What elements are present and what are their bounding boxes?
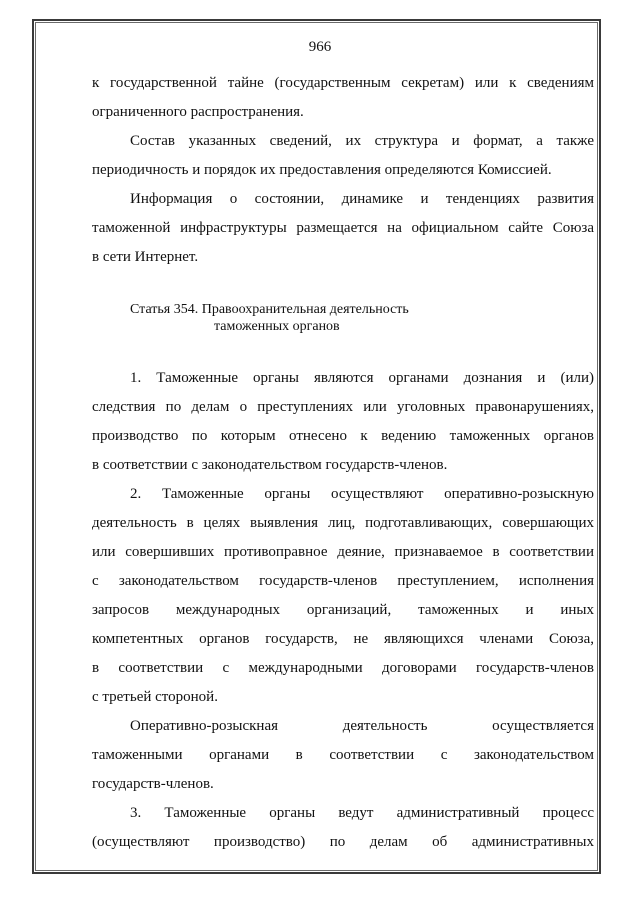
- text-line: таможенными органами в соответствии с законодательством: [92, 747, 594, 763]
- text-line: в соответствии с международными договорами государств-членов: [92, 660, 594, 676]
- paragraph: [92, 799, 594, 857]
- article-heading: [92, 301, 594, 335]
- paragraph: [92, 712, 594, 799]
- page-number: 966: [308, 39, 332, 55]
- text-line: с третьей стороной.: [92, 689, 218, 705]
- text-line: государств-членов.: [92, 776, 214, 792]
- text-line: в сети Интернет.: [92, 249, 199, 265]
- text-line: периодичность и порядок их предоставления определяются Комиссией.: [92, 162, 552, 178]
- text-line: (осуществляют производство) по делам об административных: [92, 834, 594, 850]
- text-line: 3. Таможенные органы ведут административный процесс: [130, 805, 594, 821]
- text-line: Информация о состоянии, динамике и тенденциях развития: [130, 191, 594, 207]
- text-line: компетентных органов государств, не являющихся членами Союза,: [92, 631, 594, 647]
- article-title-line: таможенных органов: [214, 319, 340, 334]
- paragraph: [92, 480, 594, 712]
- paragraph: [92, 364, 594, 480]
- text-line: Оперативно-розыскная деятельность осуществляется: [130, 718, 594, 734]
- paragraph: [92, 127, 594, 185]
- document-body: [92, 69, 594, 857]
- paragraph: [92, 185, 594, 272]
- text-line: запросов международных организаций, таможенных и иных: [92, 602, 594, 618]
- text-line: с законодательством государств-членов преступлением, исполнения: [92, 573, 594, 589]
- article-title-line: Статья 354. Правоохранительная деятельность: [130, 302, 409, 317]
- text-line: деятельность в целях выявления лиц, подготавливающих, совершающих: [92, 515, 594, 531]
- text-line: или совершивших противоправное деяние, признаваемое в соответствии: [92, 544, 594, 560]
- text-line: ограниченного распространения.: [92, 104, 304, 120]
- paragraph: [92, 69, 594, 127]
- text-line: в соответствии с законодательством государств-членов.: [92, 457, 448, 473]
- text-line: производство по которым отнесено к ведению таможенных органов: [92, 428, 594, 444]
- text-line: 1. Таможенные органы являются органами дознания и (или): [130, 370, 594, 386]
- text-line: к государственной тайне (государственным секретам) или к сведениям: [92, 75, 594, 91]
- text-line: 2. Таможенные органы осуществляют оперативно-розыскную: [130, 486, 594, 502]
- text-line: Состав указанных сведений, их структура и формат, а также: [130, 133, 594, 149]
- text-line: таможенной инфраструктуры размещается на официальном сайте Союза: [92, 220, 594, 236]
- text-line: следствия по делам о преступлениях или уголовных правонарушениях,: [92, 399, 594, 415]
